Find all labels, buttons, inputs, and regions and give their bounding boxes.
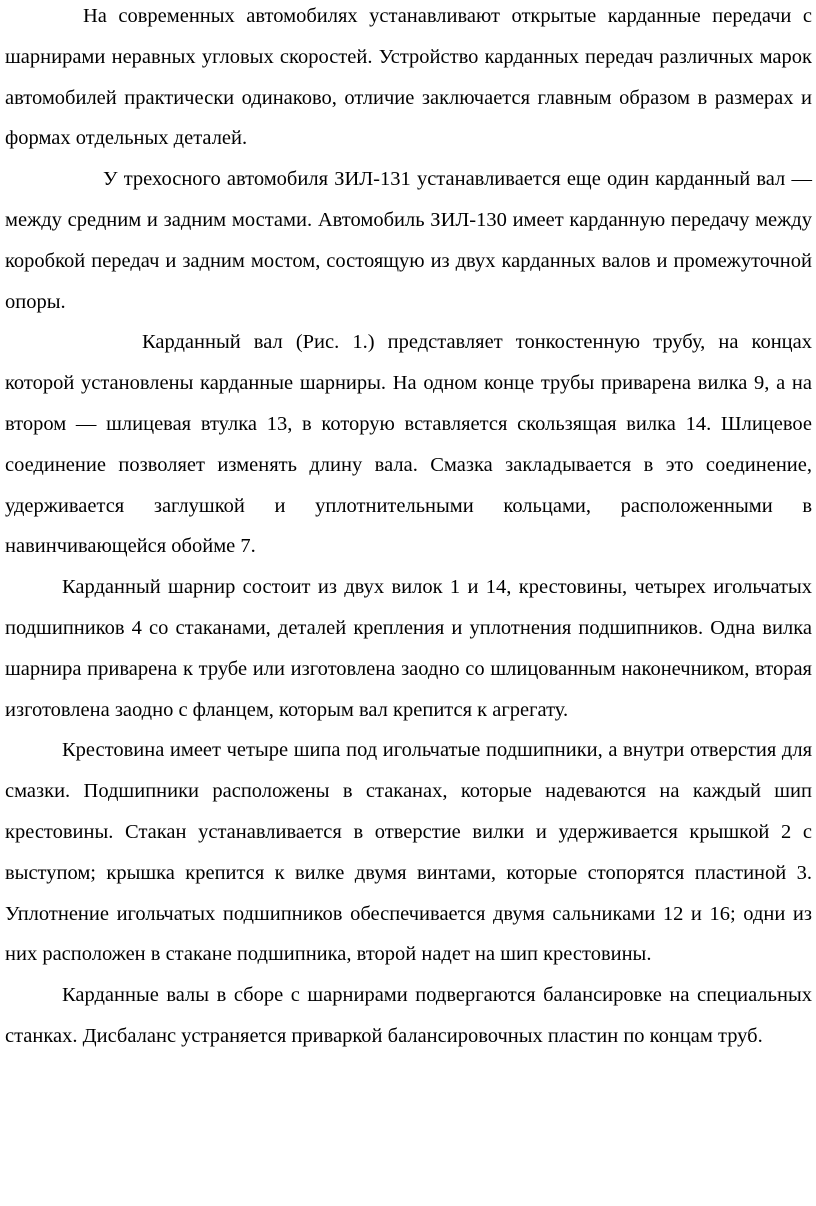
- paragraph-intro: На современных автомобилях устанавливают открытые карданные передачи с шарнирами неравных угловых скоростей. Устройство карданных передач различных марок автомобилей практически одинаково, отличие заключается главным образом в размерах и формах отдельных деталей.: [5, 5, 812, 150]
- paragraph-balancing: Карданные валы в сборе с шарнирами подвергаются балансировке на специальных станках. Дисбаланс устраняется приваркой балансировочных пластин по концам труб.: [5, 984, 812, 1047]
- paragraph-cross: Крестовина имеет четыре шипа под игольчатые подшипники, а внутри отверстия для смазки. Подшипники расположены в стаканах, которые надеваются на каждый шип крестовины. Стакан устанавливается в отверстие вилки и удерживается крышкой 2 с выступом; крышка крепится к вилке двумя винтами, которые стопорятся пластиной 3. Уплотнение игольчатых подшипников обеспечивается двумя сальниками 12 и 16; одни из них расположен в стакане подшипника, второй надет на шип крестовины.: [5, 739, 812, 966]
- paragraph-cardan-shaft: Карданный вал (Рис. 1.) представляет тонкостенную трубу, на концах которой установлены карданные шарниры. На одном конце трубы приварена вилка 9, а на втором — шлицевая втулка 13, в которую вставляется скользящая вилка 14. Шлицевое соединение позволяет изменять длину вала. Смазка закладывается в это соединение, удерживается заглушкой и уплотнительными кольцами, расположенными в навинчивающейся обойме 7.: [5, 331, 812, 558]
- paragraph-zil: У трехосного автомобиля ЗИЛ-131 устанавливается еще один карданный вал — между средним и задним мостами. Автомобиль ЗИЛ-130 имеет карданную передачу между коробкой передач и задним мостом, состоящую из двух карданных валов и промежуточной опоры.: [5, 168, 812, 313]
- paragraph-cardan-joint: Карданный шарнир состоит из двух вилок 1 и 14, крестовины, четырех игольчатых подшипников 4 со стаканами, деталей крепления и уплотнения подшипников. Одна вилка шарнира приварена к трубе или изготовлена заодно со шлицованным наконечником, вторая изготовлена заодно с фланцем, которым вал крепится к агрегату.: [5, 576, 812, 721]
